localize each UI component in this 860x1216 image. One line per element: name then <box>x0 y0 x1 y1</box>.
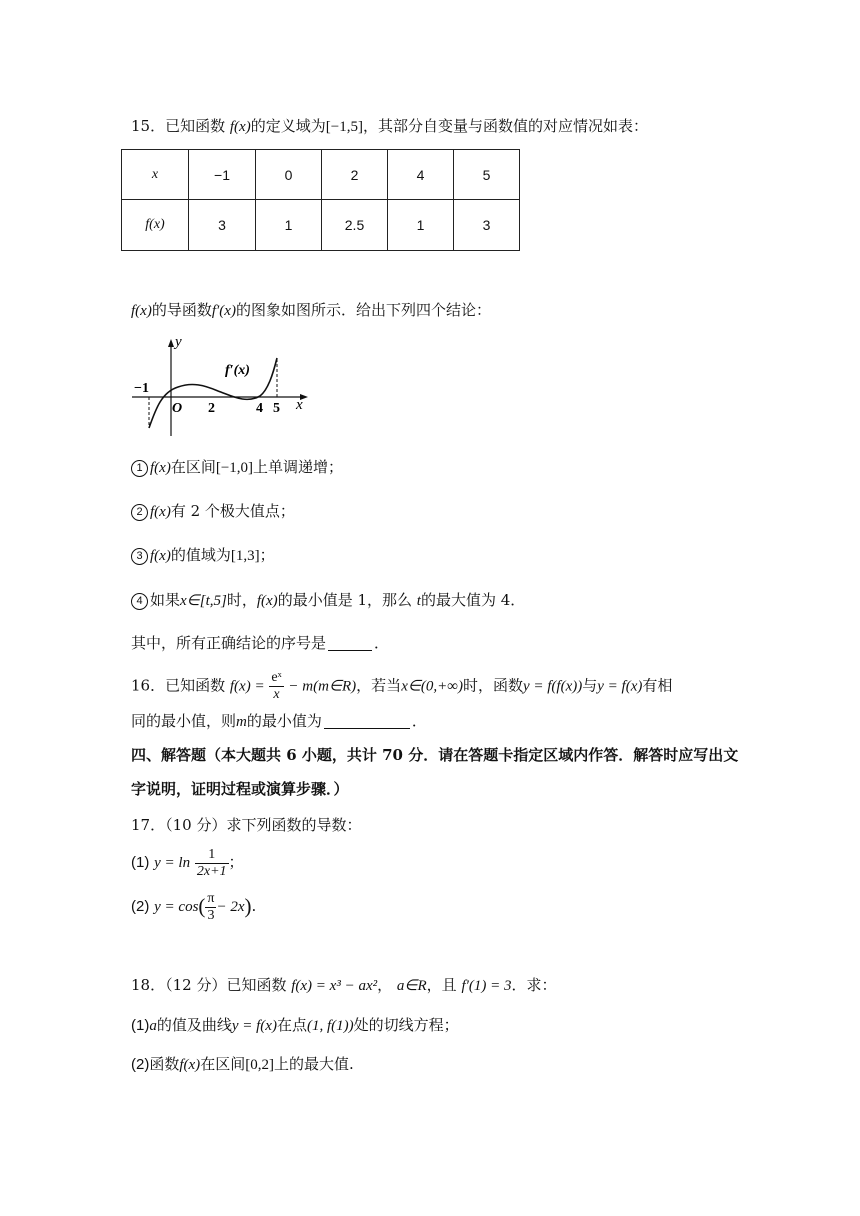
q17-title: 17．（10 分）求下列函数的导数： <box>131 816 362 834</box>
y-axis-arrow <box>168 339 174 347</box>
table-header-x: x <box>122 150 189 200</box>
derivative-graph <box>128 336 308 440</box>
table-cell: 5 <box>454 150 520 200</box>
fraction: $\frac{1}{2x+1}$ <box>196 846 227 879</box>
table-cell: 2.5 <box>322 200 388 251</box>
fraction: $\frac{\text{eˣ}}{x}$ <box>271 670 282 702</box>
table-cell: 2 <box>322 150 388 200</box>
table-cell: 0 <box>256 150 322 200</box>
q15-ask: 其中，所有正确结论的序号是 ． <box>131 634 390 652</box>
table-row <box>122 200 520 251</box>
statement-1: 1 f(x)在区间[−1,0]上单调递增； <box>131 457 343 478</box>
table-header-fx: f(x) <box>122 200 189 251</box>
q17-part2: (2) y = cos( $\frac{\pi}{3}$ − 2x). <box>131 890 257 923</box>
tick-label: 2 <box>208 401 215 416</box>
value-table <box>121 149 520 251</box>
table-cell: 3 <box>189 200 256 251</box>
fx-math: f(x) <box>229 119 251 135</box>
derivative-curve <box>149 358 277 428</box>
tick-label: −1 <box>134 381 149 396</box>
q15-intro: 15．已知函数 f(x)的定义域为[−1,5]，其部分自变量与函数值的对应情况如表： <box>131 117 648 135</box>
table-cell: 1 <box>388 200 454 251</box>
x-axis-label: x <box>296 397 303 413</box>
q16-line2: 同的最小值，则m的最小值为 ． <box>131 712 427 730</box>
circled-number: 4 <box>131 593 148 610</box>
circled-number: 3 <box>131 548 148 565</box>
table-cell: −1 <box>189 150 256 200</box>
fraction: $\frac{\pi}{3}$ <box>207 890 215 923</box>
origin-label: O <box>172 401 183 416</box>
circled-number: 2 <box>131 504 148 521</box>
graph-intro: f(x)的导函数f′(x)的图象如图所示．给出下列四个结论： <box>131 301 491 319</box>
curve-label: f′(x) <box>225 363 250 378</box>
q18-part2: (2)函数f(x)在区间[0,2]上的最大值. <box>131 1055 354 1073</box>
tick-label: 4 <box>256 401 263 416</box>
q15-number: 15． <box>131 117 166 135</box>
q16-line1: 16．已知函数 f(x) = $\frac{\text{eˣ}}{x}$ − m(m∈R)，若当x∈(0,+∞)时，函数y = f(f(x))与y = f(x)有相 <box>131 670 673 702</box>
circled-number: 1 <box>131 460 148 477</box>
statement-3: 3 f(x)的值域为[1,3]； <box>131 545 275 566</box>
domain-interval: [−1,5] <box>325 119 363 135</box>
answer-blank[interactable] <box>324 714 410 729</box>
section-heading-cont: 字说明，证明过程或演算步骤．） <box>131 780 349 798</box>
table-cell: 4 <box>388 150 454 200</box>
section-heading: 四、解答题（本大题共 6 小题，共计 70 分．请在答题卡指定区域内作答．解答时应写出文 <box>131 746 739 764</box>
q18-title: 18．（12 分）已知函数 f(x) = x³ − ax²， a∈R，且 f′(1) = 3．求： <box>131 976 557 994</box>
q18-part1: (1)a的值及曲线y = f(x)在点(1, f(1))处的切线方程； <box>131 1016 459 1034</box>
table-row <box>122 150 520 200</box>
table-cell: 1 <box>256 200 322 251</box>
table-cell: 3 <box>454 200 520 251</box>
answer-blank[interactable] <box>328 636 372 651</box>
y-axis-label: y <box>175 336 182 350</box>
tick-label: 5 <box>273 401 280 416</box>
q17-part1: (1) y = ln $\frac{1}{2x+1}$ ； <box>131 846 244 879</box>
statement-4: 4 如果x∈[t,5]时，f(x)的最小值是 1，那么 t的最大值为 4． <box>131 590 525 611</box>
statement-2: 2 f(x)有 2 个极大值点； <box>131 501 295 522</box>
